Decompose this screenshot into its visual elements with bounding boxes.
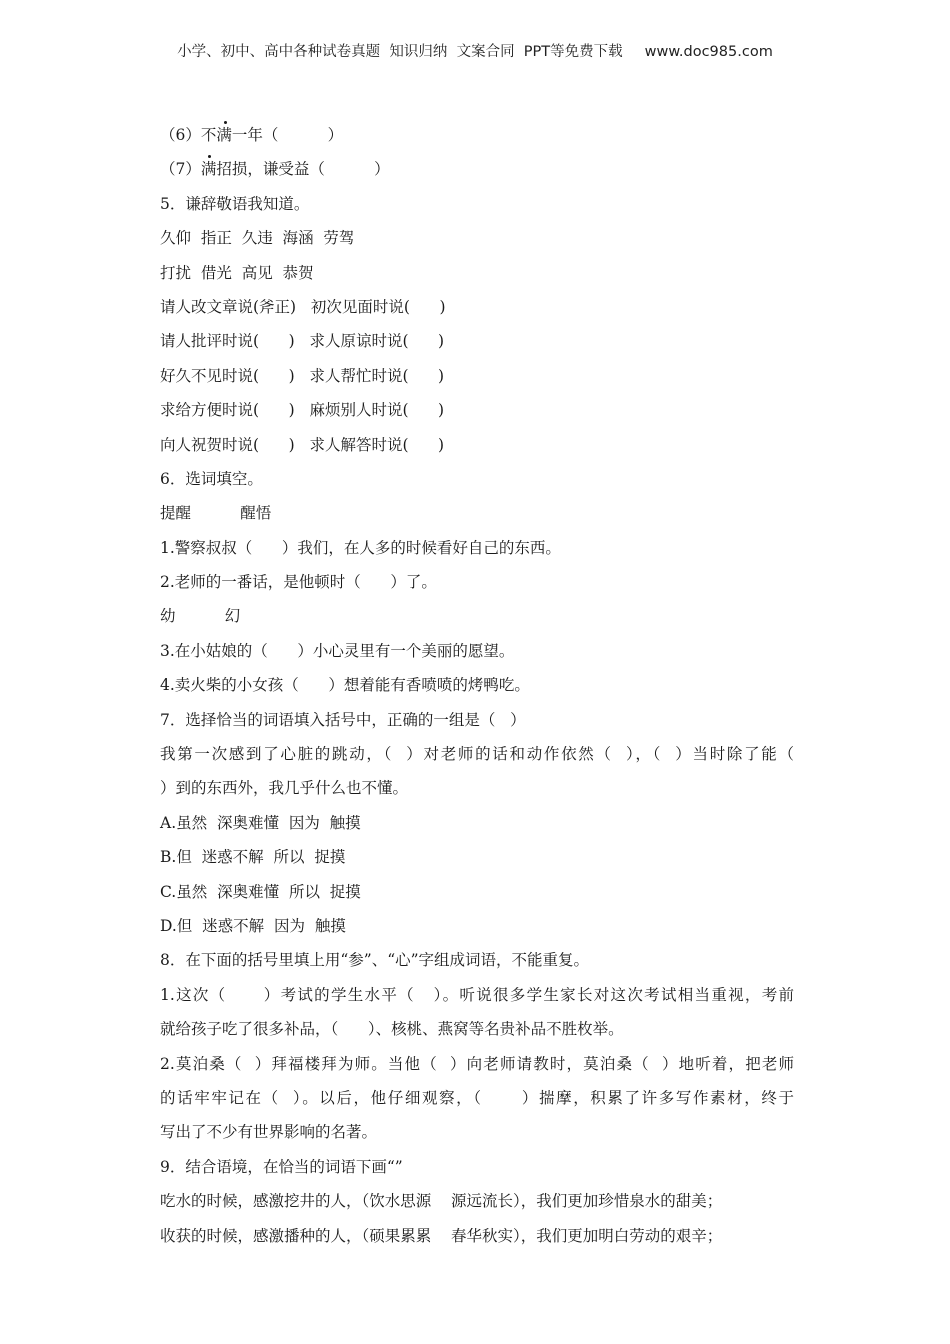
word-choice-row: 提醒 醒悟 (160, 504, 272, 523)
fill-in-line: 4.卖火柴的小女孩（ ）想着能有香喷喷的烤鸭吃。 (160, 676, 530, 695)
paragraph-line: 的话牢牢记在（ ）。以后，他仔细观察，（ ）揣摩，积累了许多写作素材，终于 (160, 1088, 794, 1107)
question-6-item: （6）不满一年（ ） (160, 118, 794, 152)
fill-in-line: 请人改文章说(斧正) 初次见面时说( ) (160, 297, 446, 316)
fill-in-line: 好久不见时说( ) 求人帮忙时说( ) (160, 366, 445, 385)
fill-in-line: 1.警察叔叔（ ）我们，在人多的时候看好自己的东西。 (160, 538, 561, 557)
question-7-item: （7）满招损，谦受益（ ） (160, 152, 794, 186)
fill-in-line: 求给方便时说( ) 麻烦别人时说( ) (160, 401, 445, 420)
section-6-heading: 6．选词填空。 (160, 469, 263, 488)
paragraph-line: 2.莫泊桑（ ）拜福楼拜为师。当他（ ）向老师请教时，莫泊桑（ ）地听着，把老师 (160, 1054, 794, 1073)
option-b: B.但 迷惑不解 所以 捉摸 (160, 848, 346, 867)
option-a: A.虽然 深奥难懂 因为 触摸 (160, 813, 361, 832)
paragraph-line: 1.这次（ ）考试的学生水平（ ）。听说很多学生家长对这次考试相当重视，考前 (160, 985, 794, 1004)
header-title: 小学、初中、高中各种试卷真题 知识归纳 文案合同 PPT等免费下载 (177, 44, 623, 60)
fill-in-line: 请人批评时说( ) 求人原谅时说( ) (160, 332, 445, 351)
option-c: C.虽然 深奥难懂 所以 捉摸 (160, 882, 361, 901)
section-9-heading: 9．结合语境，在恰当的词语下画“” (160, 1157, 403, 1176)
fill-in-line: 向人祝贺时说( ) 求人解答时说( ) (160, 435, 445, 454)
emphasis-dot (208, 155, 211, 158)
word-choice-row: 幼 幻 (160, 607, 241, 626)
paragraph-line: 就给孩子吃了很多补品，（ ）、核桃、燕窝等名贵补品不胜枚举。 (160, 1020, 624, 1039)
paragraph-line: 写出了不少有世界影响的名著。 (160, 1123, 378, 1142)
option-d: D.但 迷惑不解 因为 触摸 (160, 916, 346, 935)
section-7-heading: 7．选择恰当的词语填入括号中，正确的一组是（ ） (160, 710, 526, 729)
emphasis-dot (224, 121, 227, 124)
section-5-heading: 5．谦辞敬语我知道。 (160, 194, 310, 213)
fill-in-line: 3.在小姑娘的（ ）小心灵里有一个美丽的愿望。 (160, 641, 515, 660)
word-bank-row: 久仰 指正 久违 海涵 劳驾 (160, 229, 355, 248)
page-header (0, 40, 950, 61)
section-8-heading: 8．在下面的括号里填上用“参”、“心”字组成词语，不能重复。 (160, 951, 590, 970)
document-body (160, 118, 794, 1253)
header-url[interactable]: www.doc985.com (644, 44, 773, 60)
paragraph-line: 吃水的时候，感激挖井的人，（饮水思源 源远流长），我们更加珍惜泉水的甜美； (160, 1192, 723, 1211)
paragraph-line: 收获的时候，感激播种的人，（硕果累累 春华秋实），我们更加明白劳动的艰辛； (160, 1226, 723, 1245)
word-bank-row: 打扰 借光 高见 恭贺 (160, 263, 314, 282)
fill-in-line: 2.老师的一番话，是他顿时（ ）了。 (160, 573, 437, 592)
paragraph-line: ）到的东西外，我几乎什么也不懂。 (160, 779, 409, 798)
paragraph-line: 我第一次感到了心脏的跳动，（ ）对老师的话和动作依然（ ），（ ）当时除了能（ (160, 745, 794, 764)
